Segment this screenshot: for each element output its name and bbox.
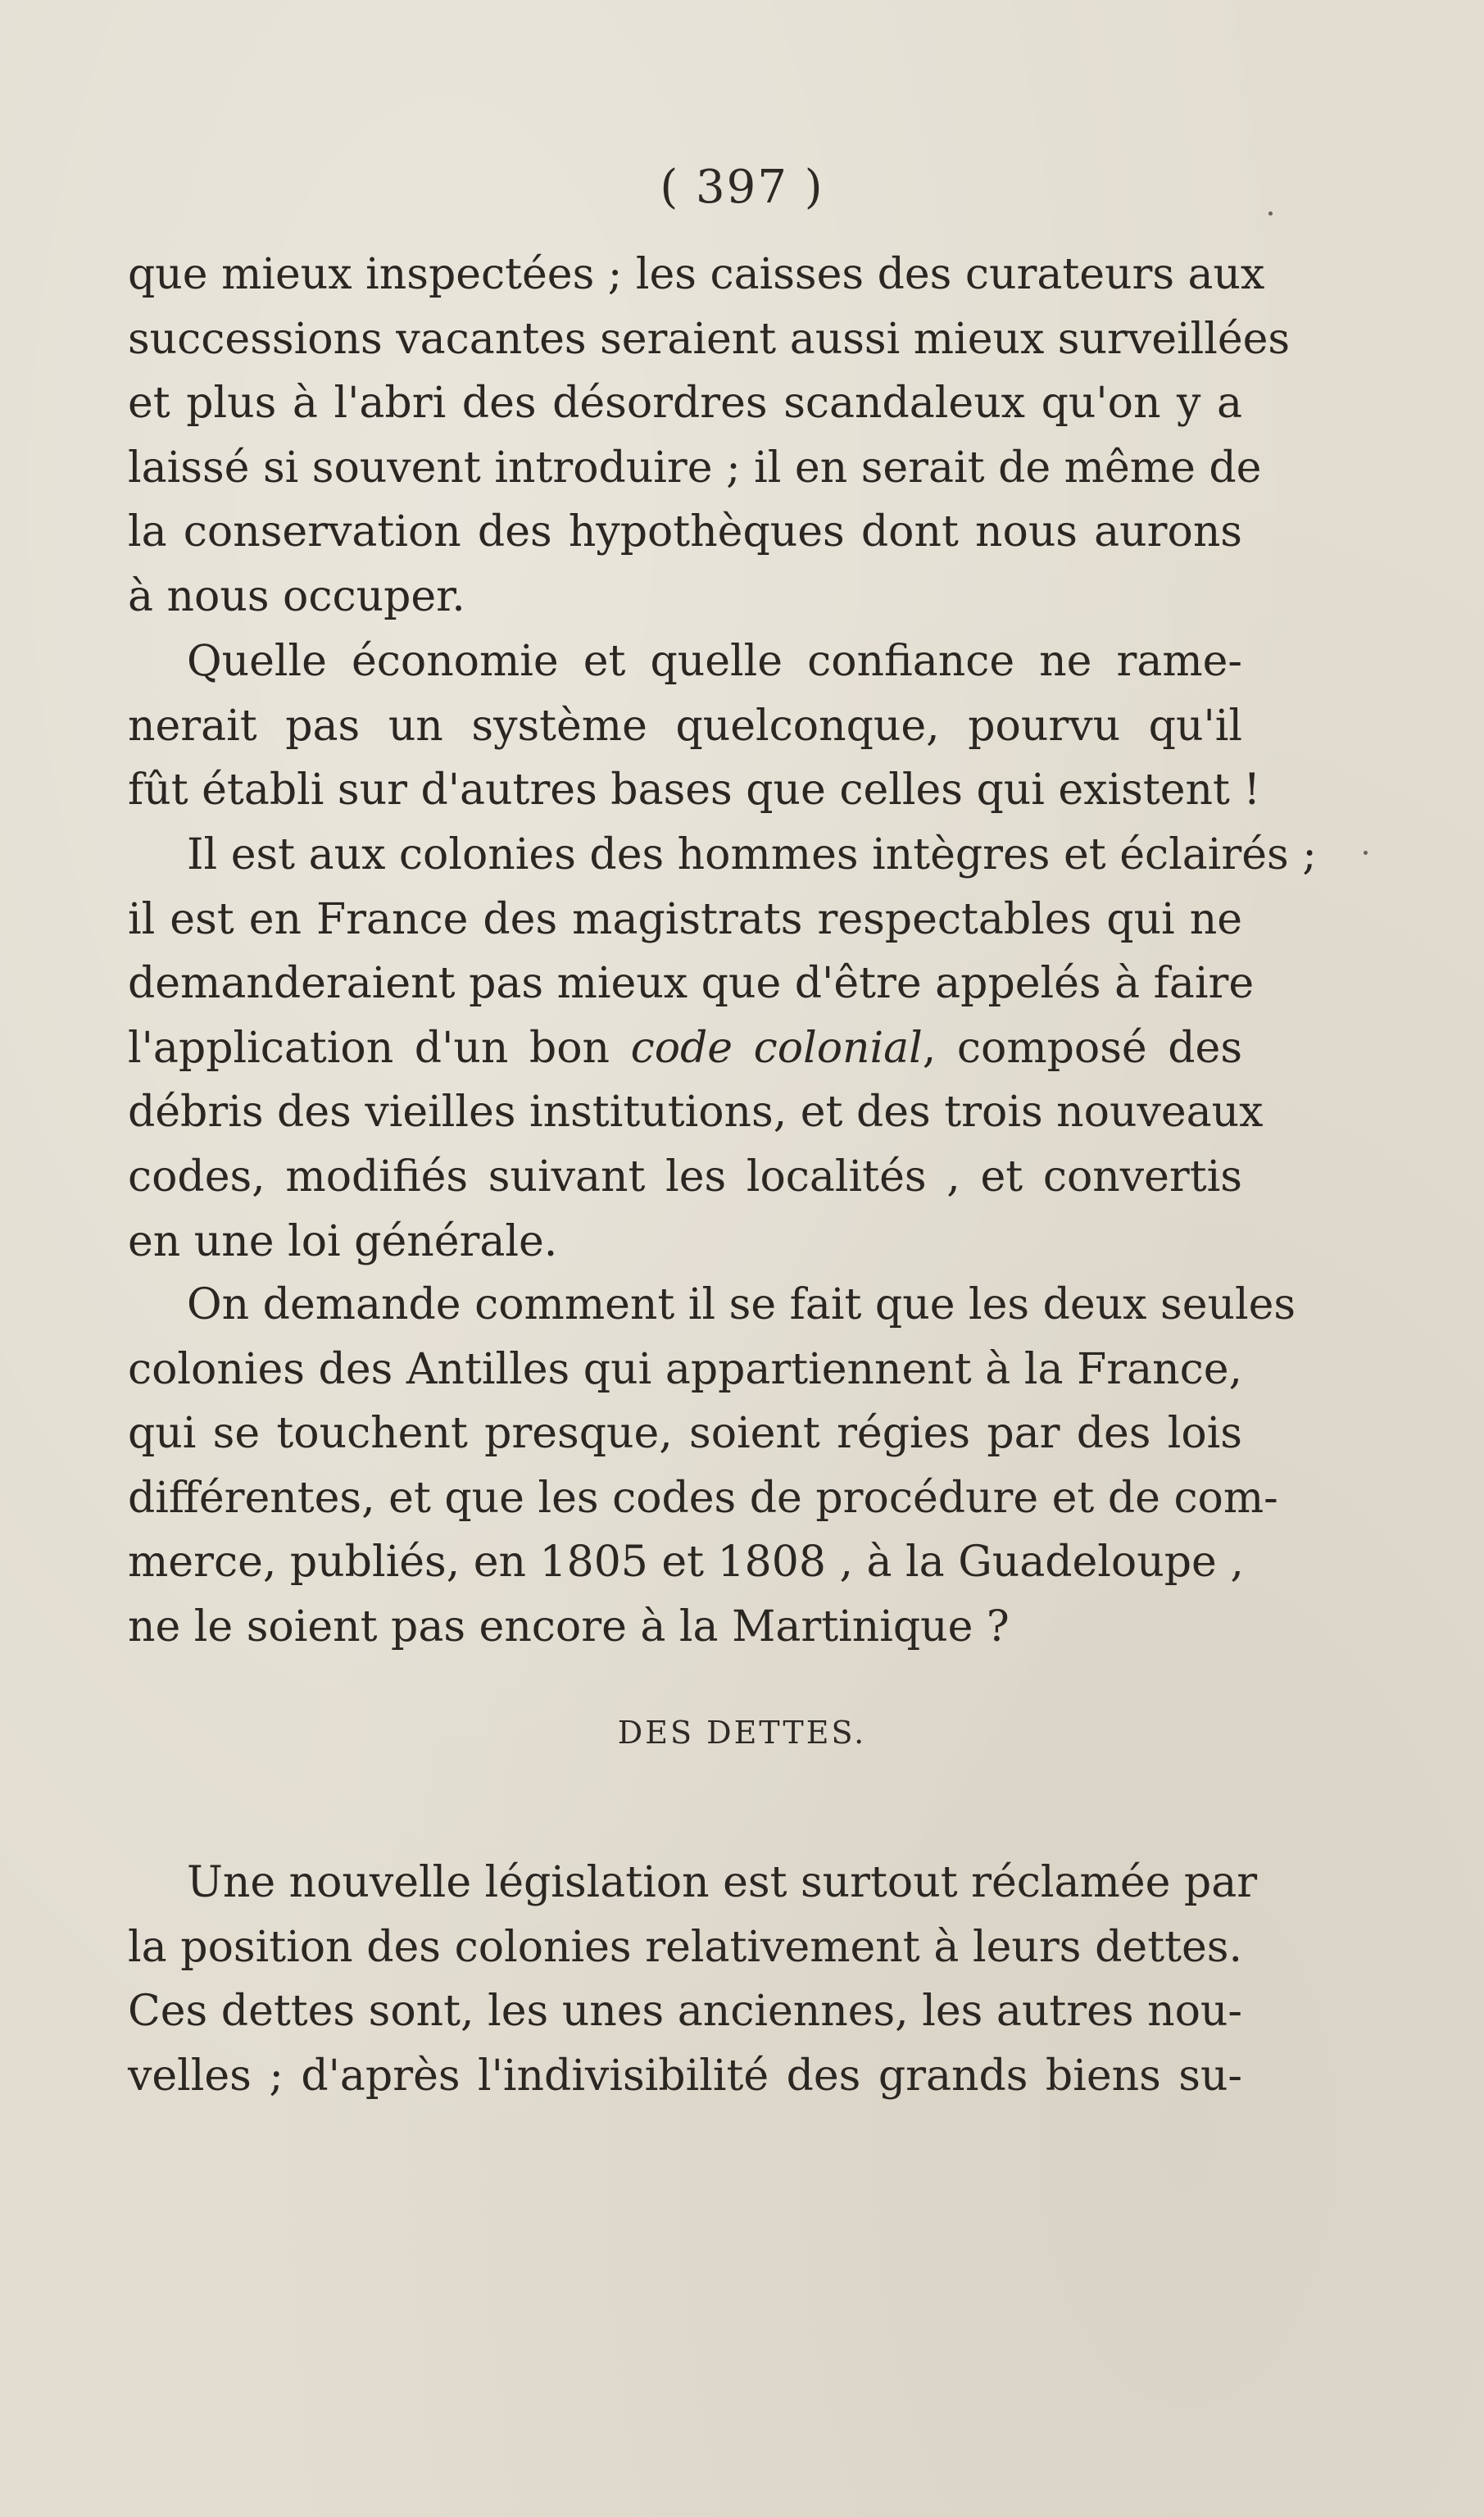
text-line: Ces dettes sont, les unes anciennes, les autres nou-	[128, 1987, 1242, 2037]
text-line: laissé si souvent introduire ; il en serait de même de	[128, 443, 1262, 493]
paragraph-4	[128, 1273, 1296, 1660]
text-line: nerait pas un système quelconque, pourvu qu'il	[128, 701, 1242, 751]
text-line: ne le soient pas encore à la Martinique ?	[128, 1602, 1010, 1651]
text-line: différentes, et que les codes de procédure et de com-	[128, 1473, 1278, 1523]
text-segment: l'application d'un bon	[128, 1023, 631, 1073]
italic-code-colonial: code colonial	[630, 1023, 923, 1073]
text-line: et plus à l'abri des désordres scandaleux qu'on y a	[128, 379, 1242, 429]
text-line: il est en France des magistrats respectables qui ne	[128, 894, 1242, 944]
paragraph-3	[128, 823, 1317, 1274]
page-number: ( 397 )	[660, 161, 824, 214]
text-line: à nous occuper.	[128, 571, 465, 621]
text-line: codes, modifiés suivant les localités , et convertis	[128, 1152, 1242, 1202]
text-line: merce, publiés, en 1805 et 1808 , à la Guadeloupe ,	[128, 1538, 1244, 1588]
text-line: velles ; d'après l'indivisibilité des grands biens su-	[128, 2051, 1242, 2101]
text-line: demanderaient pas mieux que d'être appelés à faire	[128, 959, 1255, 1009]
paper-speck	[1268, 211, 1273, 216]
text-line: Il est aux colonies des hommes intègres et éclairés ;	[187, 830, 1317, 879]
text-line: que mieux inspectées ; les caisses des curateurs aux	[128, 250, 1265, 299]
text-line-with-italic	[128, 1016, 1242, 1081]
text-line: On demande comment il se fait que les deux seules	[187, 1280, 1296, 1329]
text-segment: , composé des	[922, 1023, 1242, 1073]
text-line: qui se touchent presque, soient régies par des lois	[128, 1409, 1242, 1459]
text-line: débris des vieilles institutions, et des trois nouveaux	[128, 1088, 1264, 1138]
text-line: la conservation des hypothèques dont nous aurons	[128, 507, 1242, 557]
paragraph-2	[128, 629, 1261, 823]
text-line: Une nouvelle législation est surtout réclamée par	[187, 1858, 1258, 1907]
text-line: en une loi générale.	[128, 1216, 558, 1266]
text-line: successions vacantes seraient aussi mieux surveillées	[128, 314, 1291, 364]
paper-speck	[1364, 851, 1368, 855]
text-line: Quelle économie et quelle confiance ne rame-	[187, 637, 1242, 686]
text-line: la position des colonies relativement à leurs dettes.	[128, 1922, 1242, 1972]
section-heading: DES DETTES.	[617, 1715, 867, 1751]
text-line: fût établi sur d'autres bases que celles qui existent !	[128, 766, 1261, 816]
paragraph-1	[128, 243, 1291, 629]
text-line: colonies des Antilles qui appartiennent à la France,	[128, 1344, 1242, 1394]
paragraph-5	[128, 1851, 1258, 2108]
